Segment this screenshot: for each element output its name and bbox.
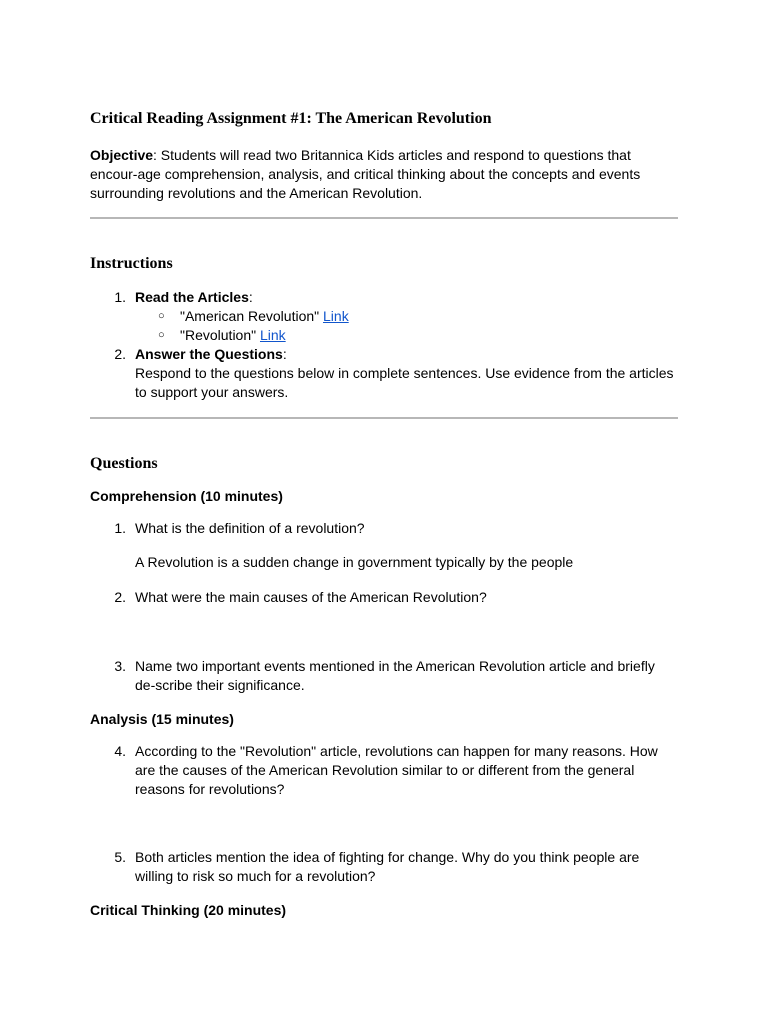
question-4: According to the "Revolution" article, revolutions can happen for many reasons. How are the causes of the American Revolution similar to or different from the general reasons for revolutions? [135,743,658,797]
instruction-read-articles: Read the Articles: [135,289,253,305]
instructions-heading: Instructions [90,255,173,272]
horizontal-divider [90,417,678,419]
question-number: 2. [114,589,126,605]
article-item-revolution: "Revolution" Link [180,327,286,343]
list-number: 2. [114,346,126,362]
question-3: Name two important events mentioned in the American Revolution article and briefly de-scribe their significance. [135,658,655,693]
question-number: 1. [114,520,126,536]
objective-text: : Students will read two Britannica Kids articles and respond to questions that encour-age comprehension, analysis, and critical thinking about the concepts and events surrounding revolutions and the American Revolution. [90,147,641,201]
question-number: 4. [114,743,126,759]
instruction-detail: Respond to the questions below in complete sentences. Use evidence from the articles to support your answers. [135,365,674,400]
bullet-icon: ○ [158,329,165,341]
revolution-link[interactable]: Link [259,327,286,343]
instruction-label: Answer the Questions [135,346,283,362]
bullet-icon: ○ [158,310,165,322]
questions-heading: Questions [90,455,158,472]
critical-thinking-heading: Critical Thinking (20 minutes) [90,902,287,918]
answer-1[interactable]: A Revolution is a sudden change in government typically by the people [135,554,574,570]
list-number: 1. [114,289,126,305]
american-revolution-link[interactable]: Link [323,308,349,324]
objective-label: Objective [90,147,154,163]
article-item-american-revolution: "American Revolution" Link [180,308,349,324]
document-title: Critical Reading Assignment #1: The American Revolution [90,110,492,127]
analysis-heading: Analysis (15 minutes) [90,711,234,727]
instruction-answer-questions: Answer the Questions: Respond to the questions below in complete sentences. Use evidence from the articles to support your answers. [135,346,674,400]
question-1: What is the definition of a revolution? [135,520,365,536]
question-number: 3. [114,658,126,674]
horizontal-divider [90,217,678,219]
question-number: 5. [114,849,126,865]
question-5: Both articles mention the idea of fighting for change. Why do you think people are willing to risk so much for a revolution? [135,849,640,884]
instruction-label: Read the Articles [135,289,249,305]
objective-paragraph [90,146,678,203]
question-2: What were the main causes of the American Revolution? [135,589,487,605]
comprehension-heading: Comprehension (10 minutes) [90,488,283,504]
